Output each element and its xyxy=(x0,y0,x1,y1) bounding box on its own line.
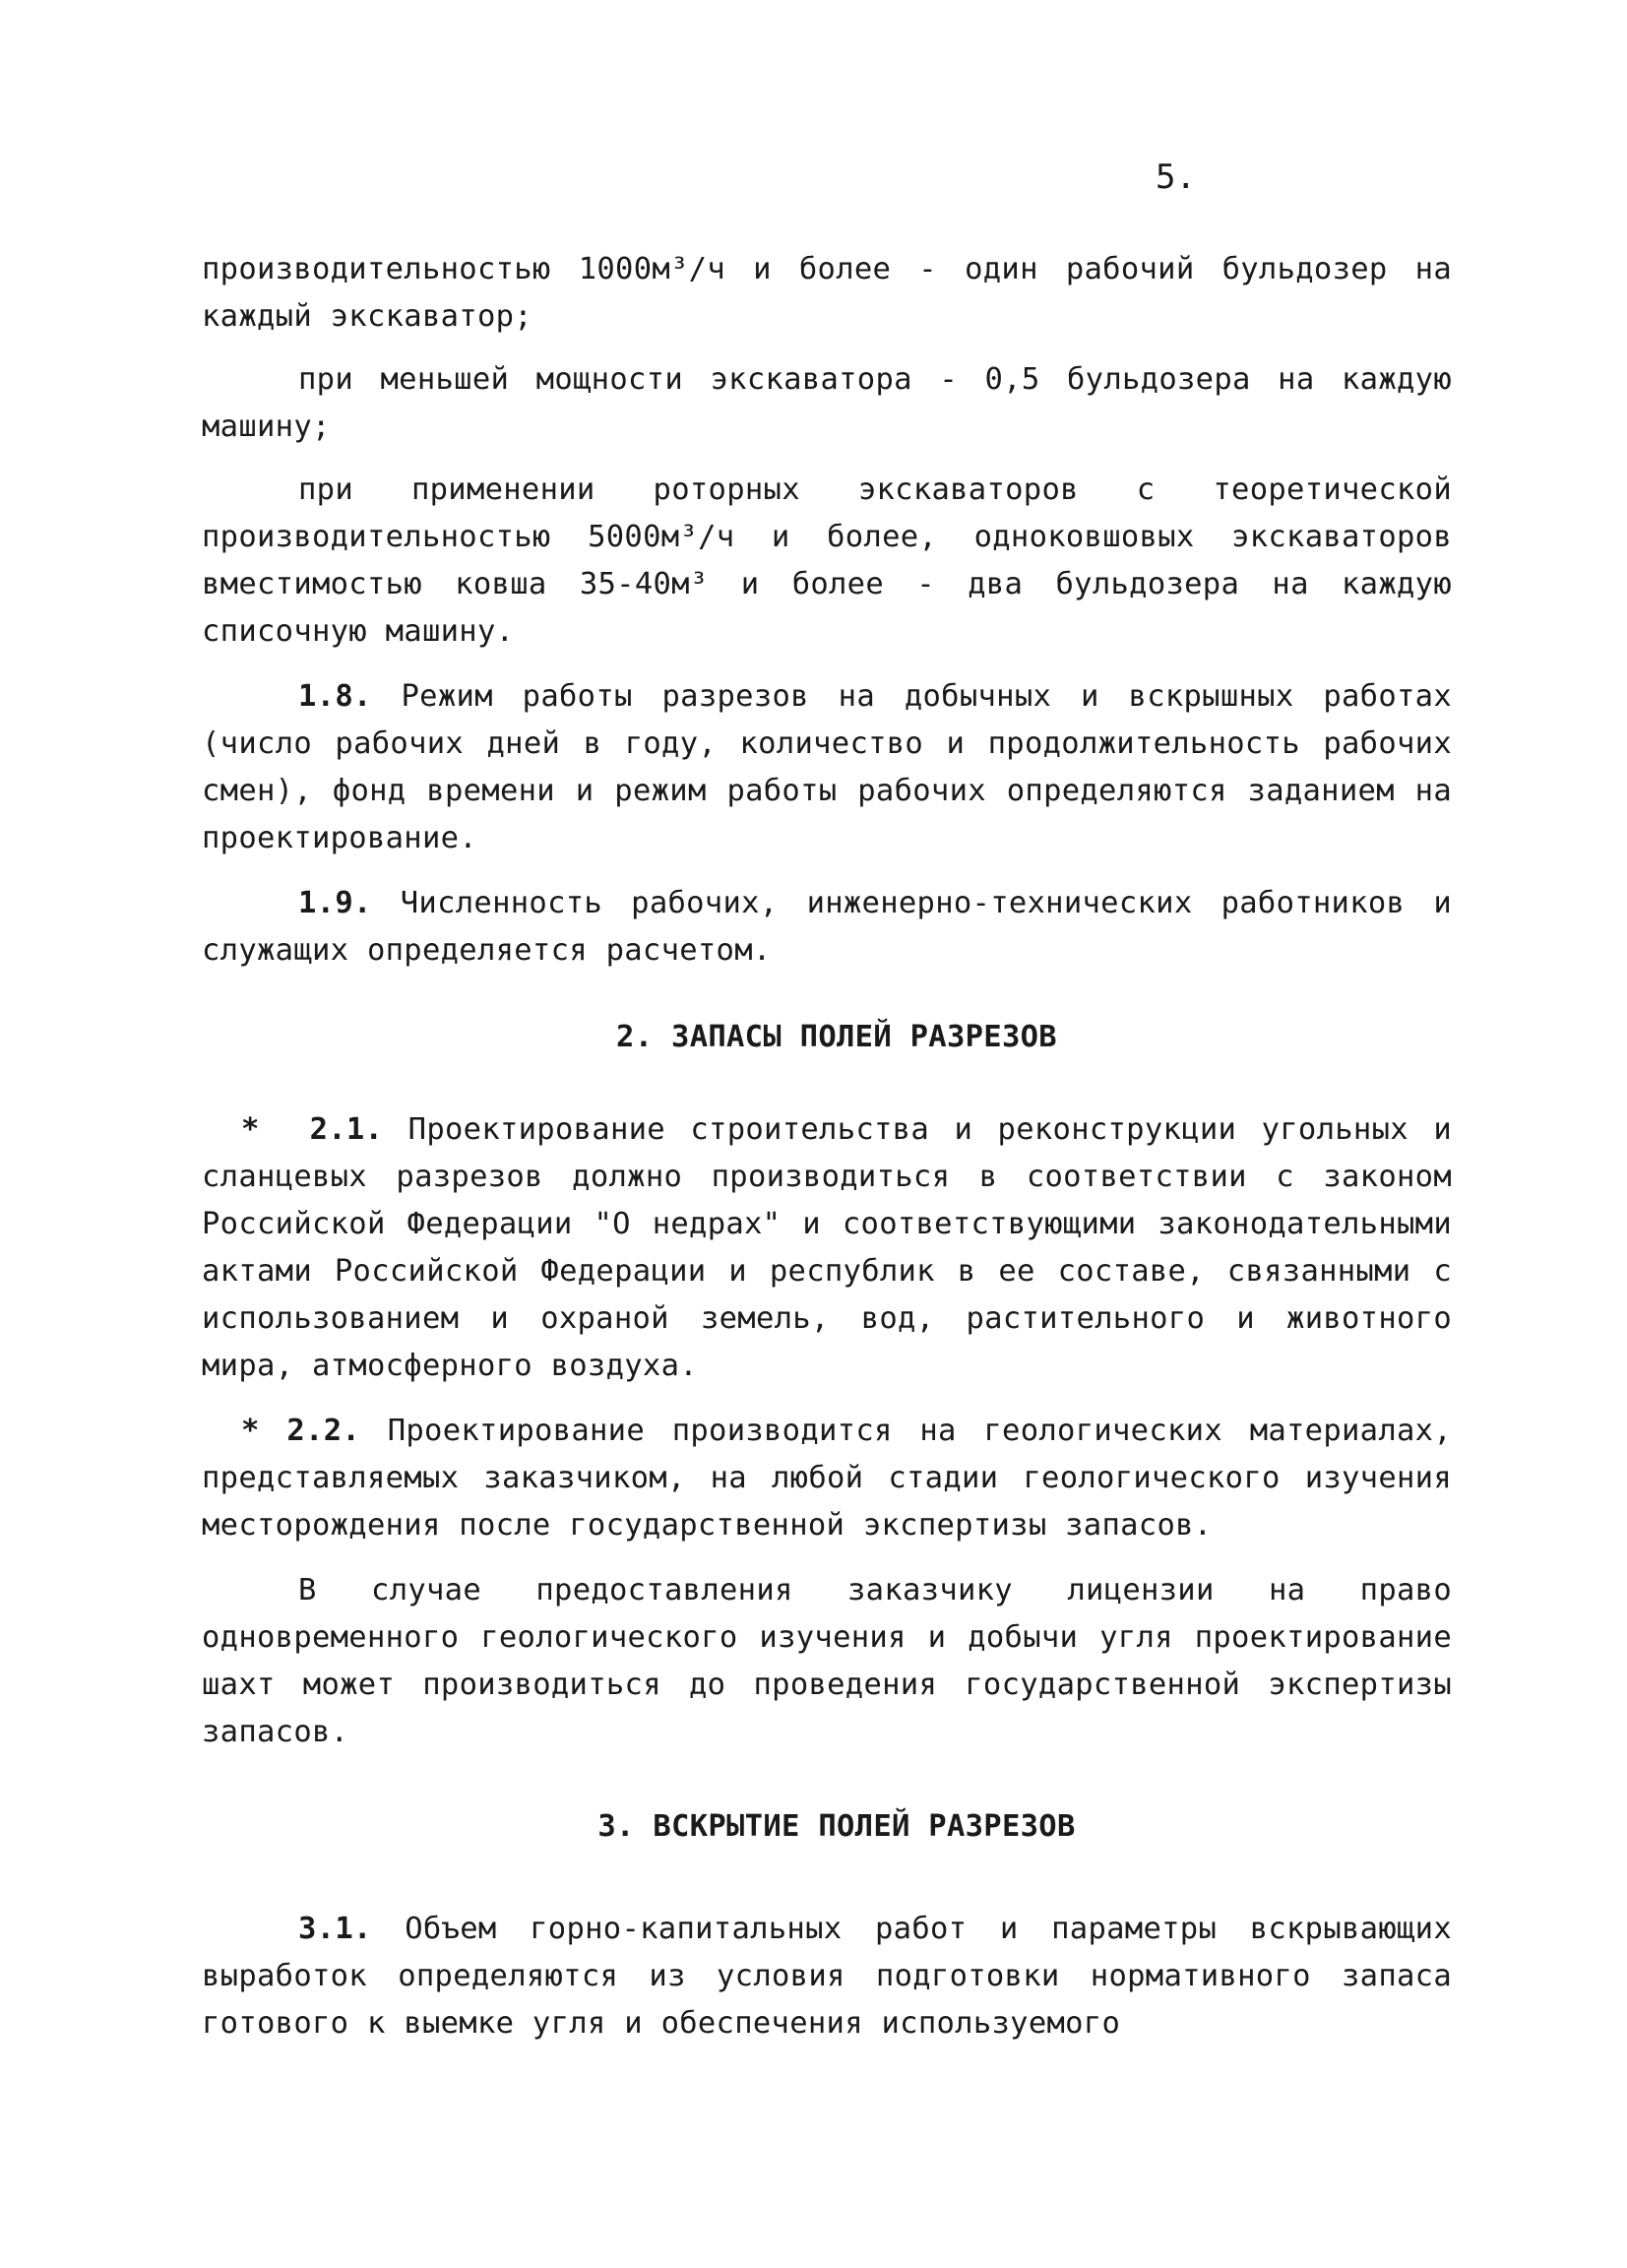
clause-text-2-1: Проектирование строительства и реконструкции угольных и сланцевых разрезов должно производиться в соответствии с законом Российской Федерации "О недрах" и соответствующими законодательными актами Российской Федерации и республик в ее составе, связанными с использованием и охраной земель, вод, растительного и животного мира, атмосферного воздуха. xyxy=(202,1112,1452,1383)
clause-text-2-2: Проектирование производится на геологических материалах, представляемых заказчиком, на любой стадии геологического изучения месторождения после государственной экспертизы запасов. xyxy=(202,1414,1452,1543)
clause-text-1-8: Режим работы разрезов на добычных и вскрышных работах (число рабочих дней в году, количество и продолжительность рабочих смен), фонд времени и режим работы рабочих определяются заданием на проектирование. xyxy=(202,679,1452,855)
page-number: 5. xyxy=(1156,158,1196,197)
clause-number-2-1: 2.1. xyxy=(309,1112,384,1147)
clause-text-1-9: Численность рабочих, инженерно-технических работников и служащих определяется расчетом. xyxy=(202,886,1452,968)
clause-number-2-2: 2.2. xyxy=(286,1414,361,1448)
clause-number-1-8: 1.8. xyxy=(298,679,372,714)
asterisk-mark: * xyxy=(241,1112,260,1147)
paragraph-bulldozer-large: производительностью 1000м³/ч и более - один рабочий бульдозер на каждый экскаватор; xyxy=(202,252,1452,334)
paragraph-2-3: В случае предоставления заказчику лицензии на право одновременного геологического изучения и добычи угля проектирование шахт может производиться до проведения государственной экспертизы запасов. xyxy=(202,1573,1452,1749)
paragraph-2-2 xyxy=(202,1408,1452,1549)
clause-number-3-1: 3.1. xyxy=(298,1912,372,1946)
paragraph-1-9 xyxy=(202,880,1452,975)
asterisk-mark: * xyxy=(241,1414,260,1448)
paragraph-2-1 xyxy=(202,1106,1452,1390)
paragraph-bulldozer-rotary: при применении роторных экскаваторов с теоретической производительностью 5000м³/ч и более, одноковшовых экскаваторов вместимостью ковша 35-40м³ и более - два бульдозера на каждую списочную машину. xyxy=(202,472,1452,649)
section-heading-2: 2. ЗАПАСЫ ПОЛЕЙ РАЗРЕЗОВ xyxy=(616,1020,1057,1054)
paragraph-1-8 xyxy=(202,673,1452,862)
document-body xyxy=(202,246,1452,2048)
paragraph-3-1 xyxy=(202,1906,1452,2048)
clause-number-1-9: 1.9. xyxy=(298,886,372,920)
section-heading-3: 3. ВСКРЫТИЕ ПОЛЕЙ РАЗРЕЗОВ xyxy=(597,1809,1076,1844)
paragraph-bulldozer-small: при меньшей мощности экскаватора - 0,5 бульдозера на каждую машину; xyxy=(202,362,1452,444)
clause-text-3-1: Объем горно-капитальных работ и параметры вскрывающих выработок определяются из условия подготовки нормативного запаса готового к выемке угля и обеспечения используемого xyxy=(202,1912,1452,2041)
